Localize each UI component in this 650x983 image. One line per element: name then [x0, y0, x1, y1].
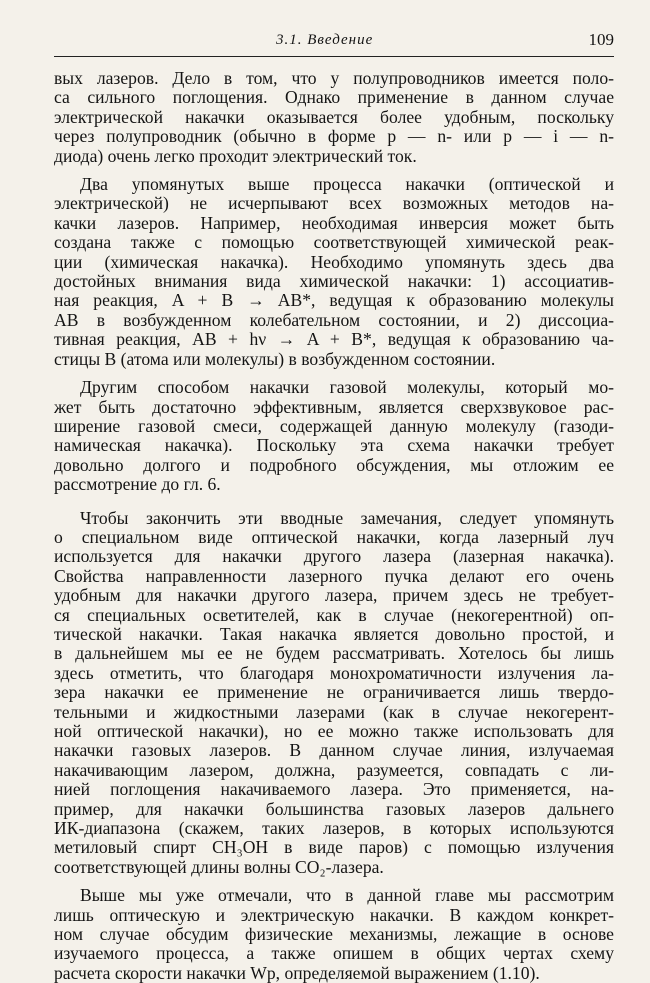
text-line: электрической накачки оказывается более удобным, поскольку: [54, 106, 614, 127]
text-line: ся специальных осветителей, как в случае (некогерентной) оп-: [54, 604, 614, 625]
text-line: тической накачки. Такая накачка является довольно простой, и: [54, 623, 614, 644]
text-line: изучаемого процесса, а также опишем в общих чертах схему: [54, 943, 614, 964]
page-body: [54, 69, 614, 983]
page-header: [54, 28, 614, 57]
text-line: качки лазеров. Например, необходимая инверсия может быть: [54, 212, 614, 233]
text-line: о специальном виде оптической накачки, когда лазерный луч: [54, 526, 614, 547]
text-line: здесь отметить, что благодаря монохроматичности излучения ла-: [54, 662, 614, 683]
text-line: используется для накачки другого лазера (лазерная накачка).: [54, 546, 614, 567]
text-line: достойных внимания вида химической накачки: 1) ассоциатив-: [54, 271, 614, 292]
text-line: довольно долгого и подробного обсуждения, мы отложим ее: [54, 454, 614, 475]
text-line: в дальнейшем мы ее не будем рассматривать. Хотелось бы лишь: [54, 643, 614, 664]
text-line: вых лазеров. Дело в том, что у полупроводников имеется поло-: [54, 68, 614, 88]
text-line: тельными и жидкостными лазерами (как в случае некогерент-: [54, 701, 614, 722]
text-line: накачки газовых лазеров. В данном случае линия, излучаемая: [54, 740, 614, 761]
paragraph-1: [54, 69, 614, 166]
text-line: зера накачки ее применение не ограничивается лишь твердо-: [54, 682, 614, 703]
text-line: через полупроводник (обычно в форме p — n- или p — i — n-: [54, 126, 614, 147]
text-line: расчета скорости накачки Wp, определяемой выражением (1.10).: [54, 962, 540, 983]
text-line: Свойства направленности лазерного пучка делают его очень: [54, 565, 614, 586]
text-line: Два упомянутых выше процесса накачки (оптической и: [80, 174, 614, 195]
text-line: нией поглощения накачиваемого лазера. Это применяется, на-: [54, 779, 614, 800]
text-line: са сильного поглощения. Однако применение в данном случае: [54, 87, 614, 108]
text-line: Выше мы уже отмечали, что в данной главе мы рассмотрим: [80, 885, 614, 906]
text-line: пример, для накачки большинства газовых лазеров дальнего: [54, 798, 614, 819]
text-line: Другим способом накачки газовой молекулы, который мо-: [80, 377, 614, 398]
text-line: ной оптической накачки), но ее можно также использовать для: [54, 721, 614, 741]
text-line: накачивающим лазером, должна, разумеется, совпадать с ли-: [54, 759, 614, 780]
text-line: ширение газовой смеси, содержащей данную молекулу (газоди-: [54, 415, 614, 436]
text-line: рассмотрение до гл. 6.: [54, 474, 221, 495]
text-line: лишь оптическую и электрическую накачки. В каждом конкрет-: [54, 904, 614, 925]
text-line: жет быть достаточно эффективным, является сверхзвуковое рас-: [54, 396, 614, 417]
paragraph-2: [54, 175, 614, 369]
text-line: диода) очень легко проходит электрический ток.: [54, 145, 417, 166]
text-line: ном случае обсудим физические механизмы, лежащие в основе: [54, 924, 614, 945]
book-page: [54, 28, 614, 983]
text-line: соответствующей длины волны CO₂-лазера.: [54, 856, 384, 877]
text-line: AB в возбужденном колебательном состоянии, и 2) диссоциа-: [54, 309, 614, 330]
running-title: 3.1. Введение: [276, 32, 374, 48]
text-line: стицы B (атома или молекулы) в возбужденном состоянии.: [54, 348, 496, 369]
paragraph-5: [54, 886, 614, 983]
text-line: намическая накачка). Поскольку эта схема накачки требует: [54, 435, 614, 456]
text-line: ная реакция, A + B → AB*, ведущая к образованию молекулы: [54, 290, 614, 311]
text-line: создана также с помощью соответствующей химической реак-: [54, 232, 614, 253]
page-number: 109: [588, 30, 614, 49]
text-line: ции (химическая накачка). Необходимо упомянуть здесь два: [54, 251, 614, 272]
text-line: электрической) не исчерпывают всех возможных методов на-: [54, 193, 614, 214]
paragraph-4: [54, 509, 614, 878]
text-line: удобным для накачки другого лазера, причем здесь не требует-: [54, 585, 614, 606]
text-line: Чтобы закончить эти вводные замечания, следует упомянуть: [80, 507, 614, 528]
text-line: ИК-диапазона (скажем, таких лазеров, в которых используются: [54, 818, 614, 839]
text-line: тивная реакция, AB + hν → A + B*, ведущая к образованию ча-: [54, 329, 614, 350]
paragraph-3: [54, 378, 614, 494]
text-line: метиловый спирт CH₃OH в виде паров) с помощью излучения: [54, 837, 614, 858]
